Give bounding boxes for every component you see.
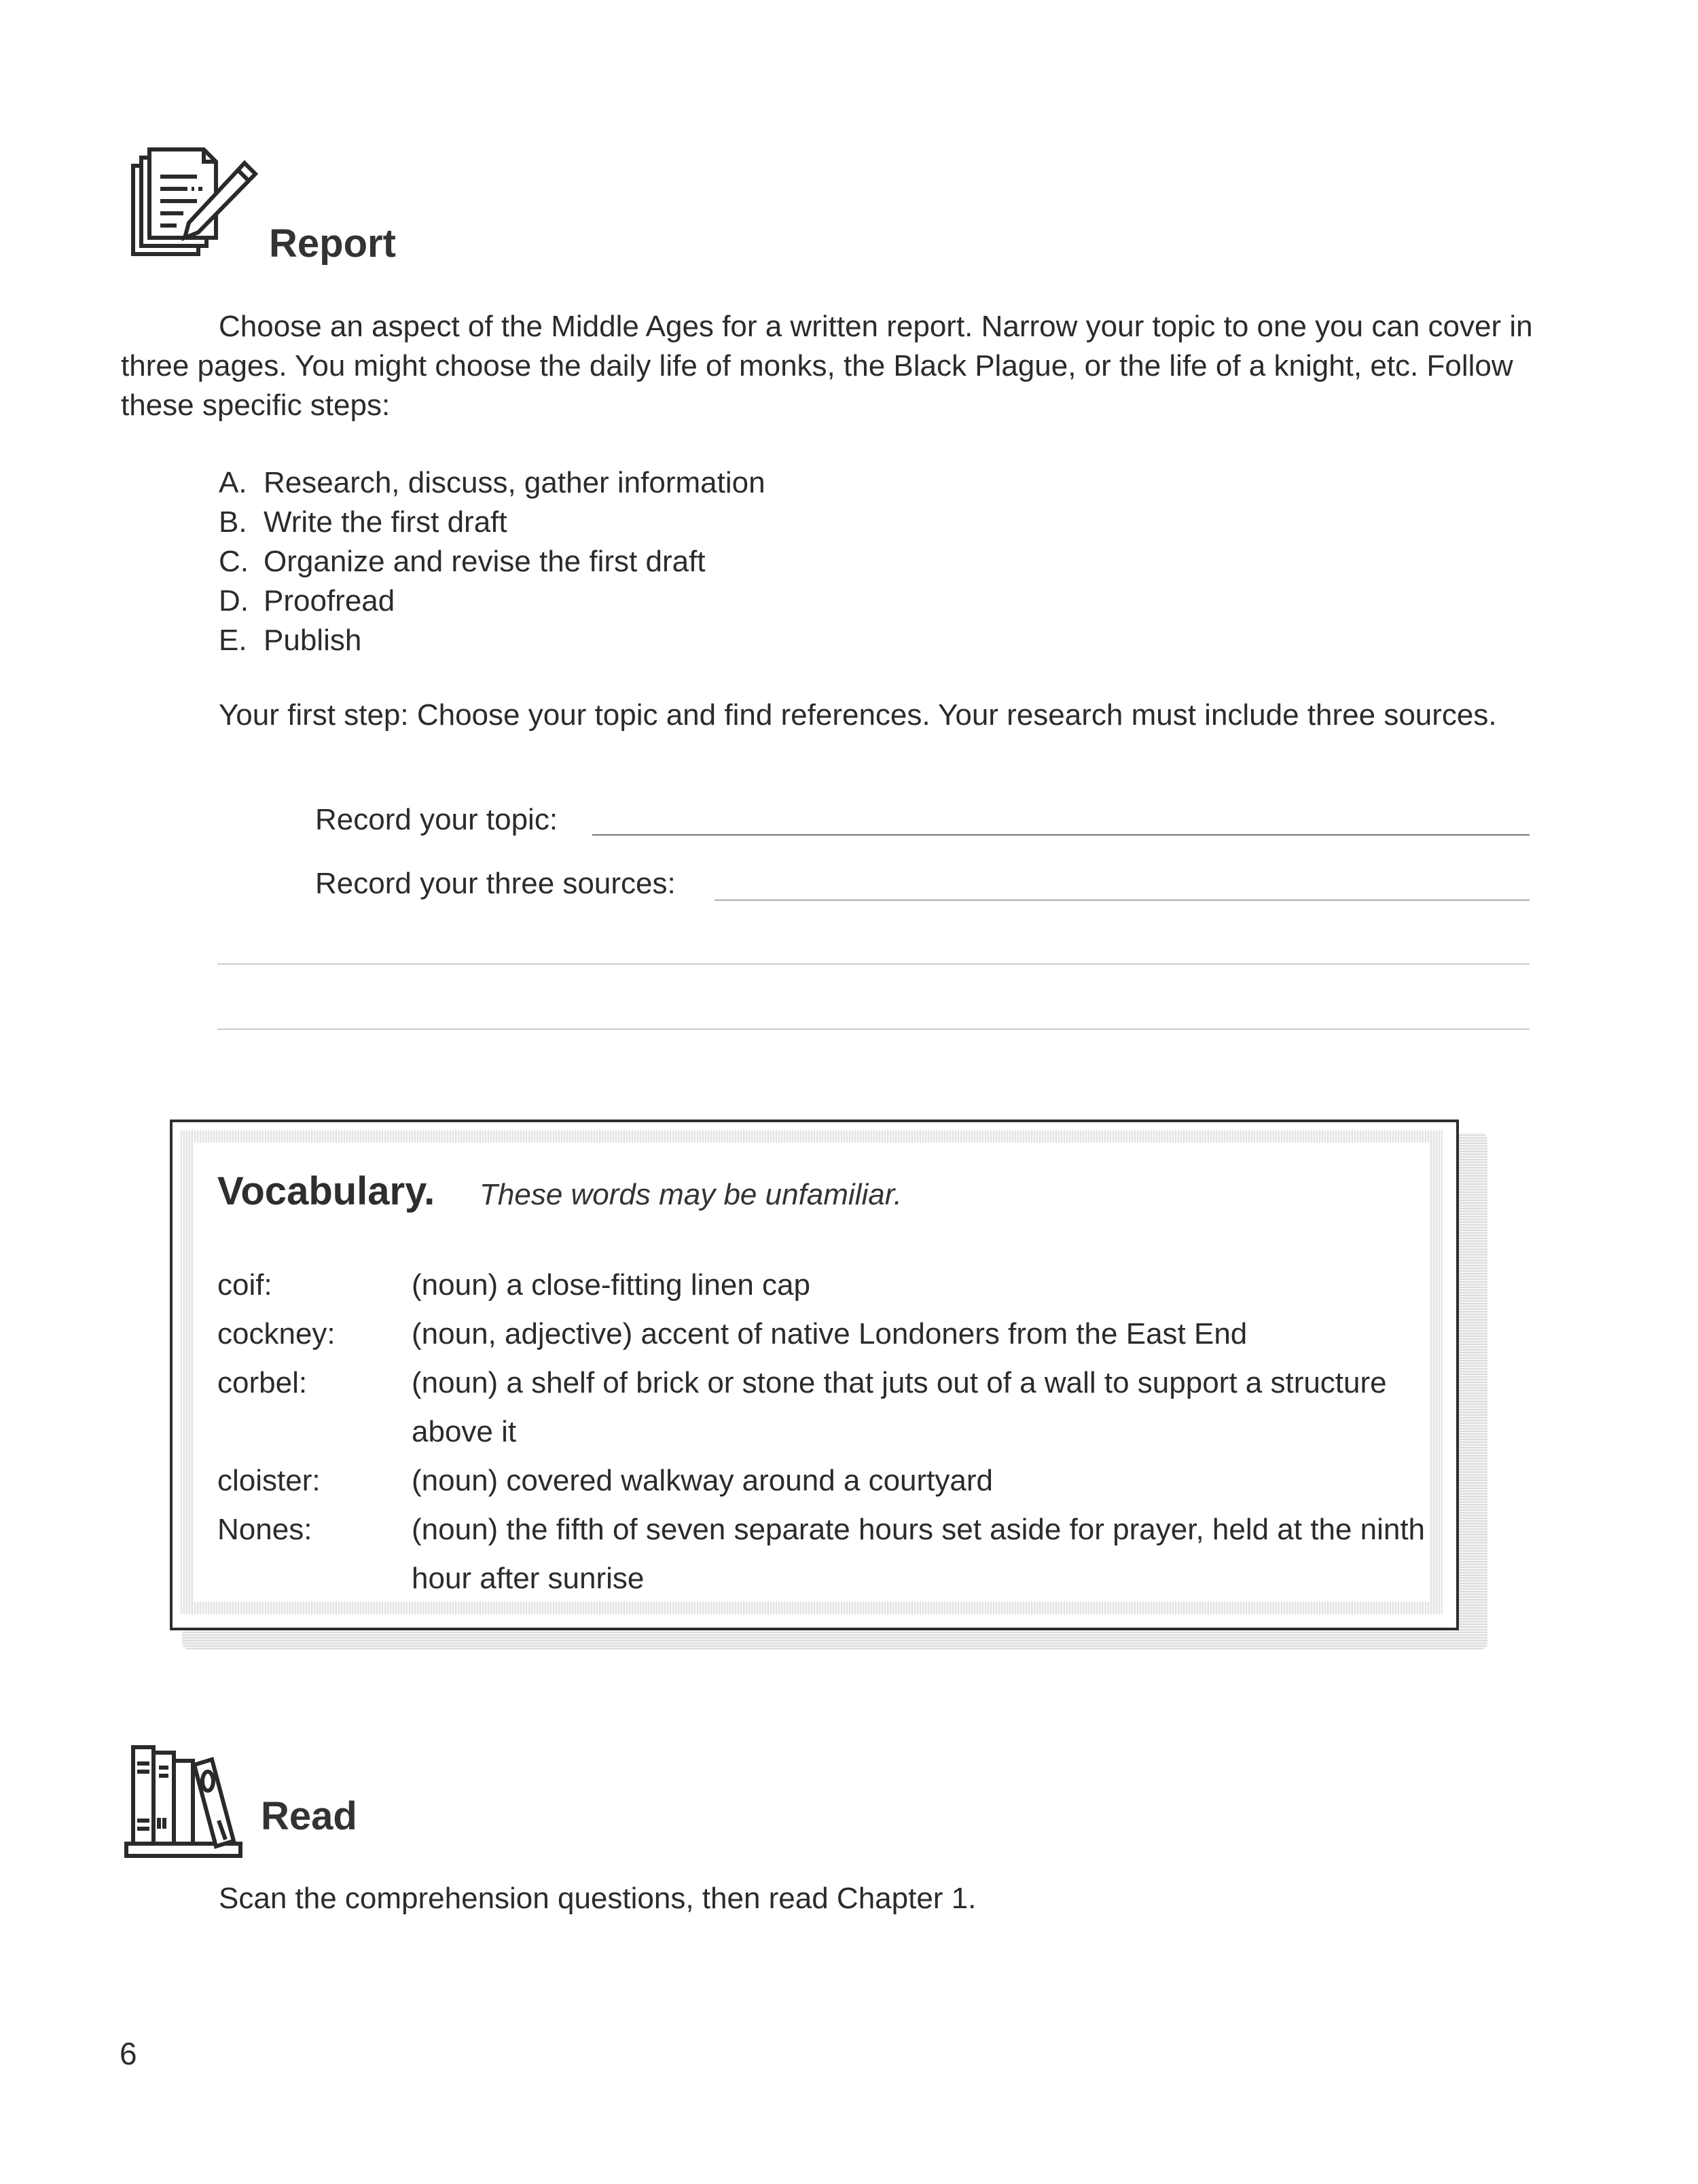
vocab-term: cockney: xyxy=(217,1317,336,1350)
topic-answer-line[interactable] xyxy=(592,834,1530,836)
step-text: Publish xyxy=(264,624,362,657)
books-icon xyxy=(124,1740,246,1863)
sources-label: Record your three sources: xyxy=(315,867,676,900)
step-letter: D. xyxy=(219,584,249,617)
page-number: 6 xyxy=(120,2036,137,2071)
sources-answer-line[interactable] xyxy=(715,899,1530,901)
list-item xyxy=(219,542,765,581)
step-letter: E. xyxy=(219,624,247,657)
list-item xyxy=(219,503,765,542)
report-intro: Choose an aspect of the Middle Ages for a written report. Narrow your topic to one you can cover in three pages. You might choose the daily life of monks, the Black Plague, or the life of a knight, etc. Follow these specific steps: xyxy=(121,310,1533,422)
vocabulary-subtitle: These words may be unfamiliar. xyxy=(480,1178,902,1211)
vocab-definition: (noun, adjective) accent of native Londoners from the East End xyxy=(412,1317,1248,1350)
list-item xyxy=(219,463,765,503)
vocab-term: coif: xyxy=(217,1268,272,1302)
sources-answer-line[interactable] xyxy=(217,1028,1530,1030)
vocab-definition: (noun) the fifth of seven separate hours set aside for prayer, held at the ninth hour after sunrise xyxy=(412,1513,1426,1595)
step-letter: A. xyxy=(219,466,247,499)
topic-label: Record your topic: xyxy=(315,803,558,836)
report-heading: Report xyxy=(269,221,396,266)
steps-list xyxy=(219,463,765,660)
step-text: Organize and revise the first draft xyxy=(264,545,706,578)
step-text: Write the first draft xyxy=(264,505,507,539)
sources-answer-line[interactable] xyxy=(217,963,1530,965)
vocab-definition: (noun) a close-fitting linen cap xyxy=(412,1268,810,1302)
vocabulary-title: Vocabulary. xyxy=(217,1169,435,1213)
read-instructions: Scan the comprehension questions, then read Chapter 1. xyxy=(219,1882,977,1915)
vocab-definition: (noun) a shelf of brick or stone that juts out of a wall to support a structure above it xyxy=(412,1366,1387,1448)
read-heading: Read xyxy=(261,1794,357,1838)
vocab-definition: (noun) covered walkway around a courtyard xyxy=(412,1464,994,1497)
document-pencil-icon xyxy=(129,143,265,265)
list-item xyxy=(219,621,765,660)
vocab-term: corbel: xyxy=(217,1366,308,1399)
first-step-paragraph: Your first step: Choose your topic and find references. Your research must include three sources. xyxy=(219,698,1497,732)
step-letter: C. xyxy=(219,545,249,578)
step-letter: B. xyxy=(219,505,247,539)
vocab-term: cloister: xyxy=(217,1464,321,1497)
list-item xyxy=(219,581,765,621)
step-text: Research, discuss, gather information xyxy=(264,466,765,499)
vocab-term: Nones: xyxy=(217,1513,312,1546)
step-text: Proofread xyxy=(264,584,395,617)
